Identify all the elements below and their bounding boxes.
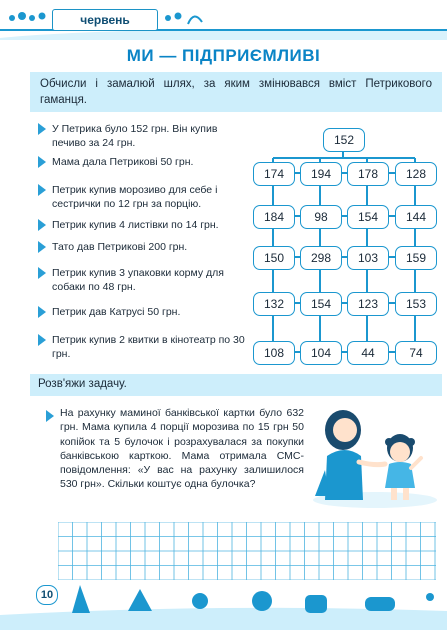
arrow-icon [38, 267, 46, 279]
task-item: Петрик купив 2 квитки в кінотеатр по 30 грн. [52, 333, 248, 361]
purse-node: 132 [253, 292, 295, 316]
purse-node: 153 [395, 292, 437, 316]
purse-node: 150 [253, 246, 295, 270]
arrow-icon [38, 123, 46, 135]
answer-grid[interactable] [58, 522, 436, 580]
arrow-icon [46, 410, 54, 422]
arrow-icon [38, 241, 46, 253]
purse-node: 159 [395, 246, 437, 270]
task-item: Мама дала Петрикові 50 грн. [52, 155, 248, 169]
purse-node: 298 [300, 246, 342, 270]
month-tab: червень [52, 9, 158, 31]
purse-node-start: 152 [323, 128, 365, 152]
task2-title: Розв'яжи задачу. [38, 378, 127, 390]
purse-node: 178 [347, 162, 389, 186]
purse-node: 98 [300, 205, 342, 229]
arrow-icon [38, 156, 46, 168]
purse-node: 44 [347, 341, 389, 365]
task-item: Петрик купив морозиво для себе і сестрички по 12 грн за порцію. [52, 183, 248, 211]
arrow-icon [38, 334, 46, 346]
task-item: Петрик купив 4 листівки по 14 грн. [52, 218, 248, 232]
task-item: Петрик купив 3 упаковки корму для собаки по 48 грн. [52, 266, 248, 294]
purse-node: 108 [253, 341, 295, 365]
purse-node: 184 [253, 205, 295, 229]
arrow-icon [38, 219, 46, 231]
purse-node: 123 [347, 292, 389, 316]
purse-node: 154 [347, 205, 389, 229]
problem-text: На рахунку маминої банківської картки було 632 грн. Мама купила 4 порції морозива по 15 грн 50 копійок та 5 булочок і розрахувалася за покупки банківською карткою. Мама отримала СМС-повідомлення: «У вас на рахунку залишилося 530 грн». Скільки коштує одна булочка? [60, 407, 304, 491]
task-item: Петрик дав Катрусі 50 грн. [52, 305, 248, 319]
purse-node: 154 [300, 292, 342, 316]
page-number: 10 [36, 585, 58, 605]
task1-instruction: Обчисли і замалюй шлях, за яким змінювався вміст Петрикового гаманця. [40, 78, 432, 106]
arrow-icon [38, 306, 46, 318]
purse-node: 74 [395, 341, 437, 365]
purse-node: 194 [300, 162, 342, 186]
arrow-icon [38, 184, 46, 196]
purse-node: 103 [347, 246, 389, 270]
mother-child-illustration [305, 400, 440, 510]
purse-path-diagram [250, 120, 445, 370]
task-item: Тато дав Петрикові 200 грн. [52, 240, 248, 254]
page-title: МИ — ПІДПРИЄМЛИВІ [126, 46, 321, 65]
connector-lines [250, 120, 445, 370]
purse-node: 144 [395, 205, 437, 229]
purse-node: 104 [300, 341, 342, 365]
footer-ornament [0, 575, 447, 630]
task-item: У Петрика було 152 грн. Він купив печиво за 24 грн. [52, 122, 248, 150]
purse-node: 128 [395, 162, 437, 186]
purse-node: 174 [253, 162, 295, 186]
